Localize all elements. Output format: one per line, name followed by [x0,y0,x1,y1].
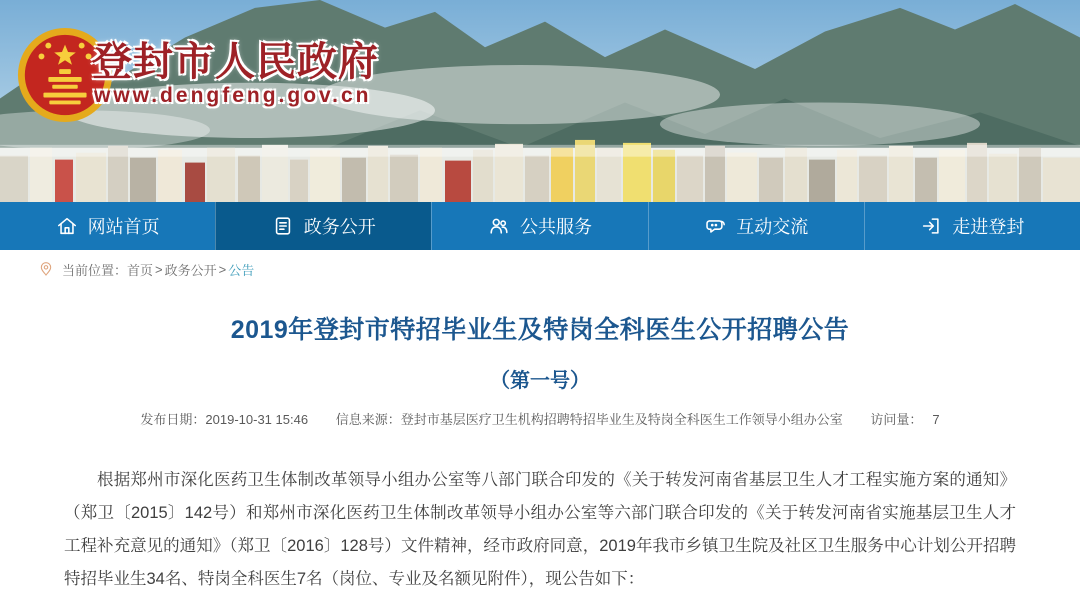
nav-item-label: 互动交流 [736,217,809,237]
nav-item-gov-affairs[interactable] [215,202,431,250]
enter-icon [920,215,942,237]
visit-count: 访问量： 7 [870,412,940,427]
home-icon [56,215,78,237]
article-subtitle: （第一号） [490,370,590,392]
site-url: www.dengfeng.gov.cn [94,84,372,107]
breadcrumb-item-home[interactable]: 首页 [127,262,154,278]
breadcrumb-item-announcements[interactable]: 公告 [228,262,255,278]
document-icon [272,215,294,237]
breadcrumb-separator: > [218,261,227,277]
breadcrumb-separator: > [155,261,163,277]
breadcrumb [0,250,1080,288]
nav-item-label: 网站首页 [87,217,160,237]
article-title: 2019年登封市特招毕业生及特岗全科医生公开招聘公告 [230,316,850,344]
article [0,288,1080,590]
nav-item-label: 走进登封 [952,217,1025,237]
nav-item-label: 公共服务 [520,217,592,237]
publish-date: 发布日期：2019-10-31 15:46 [140,412,309,427]
info-source: 信息来源：登封市基层医疗卫生机构招聘特招毕业生及特岗全科医生工作领导小组办公室 [335,412,843,427]
breadcrumb-label: 当前位置： [62,262,128,278]
nav-item-public-services[interactable] [431,202,647,250]
location-pin-icon [38,261,54,277]
article-meta [0,409,1080,428]
main-nav [0,202,1080,250]
nav-item-label: 政务公开 [303,217,376,237]
nav-item-home[interactable] [0,202,215,250]
chat-icon [704,215,726,237]
article-paragraph: 根据郑州市深化医药卫生体制改革领导小组办公室等八部门联合印发的《关于转发河南省基层卫生人才工程实施方案的通知》（郑卫〔2015〕142号）和郑州市深化医药卫生体制改革领导小组办公室等六部门联合印发的《关于转发河南省实施基层卫生人才工程补充意见的通知》（郑卫〔2016〕128号）文件精神，经市政府同意，2019年我市乡镇卫生院及社区卫生服务中心计划公开招聘特招毕业生34名、特岗全科医生7名（岗位、专业及名额见附件），现公告如下： [64,471,1016,588]
header-banner [0,0,1080,202]
site-title: 登封市人民政府 [92,40,379,84]
nav-item-interaction[interactable] [648,202,864,250]
breadcrumb-item-gov-affairs[interactable]: 政务公开 [164,262,217,278]
people-icon [488,215,510,237]
nav-item-about-dengfeng[interactable] [864,202,1080,250]
